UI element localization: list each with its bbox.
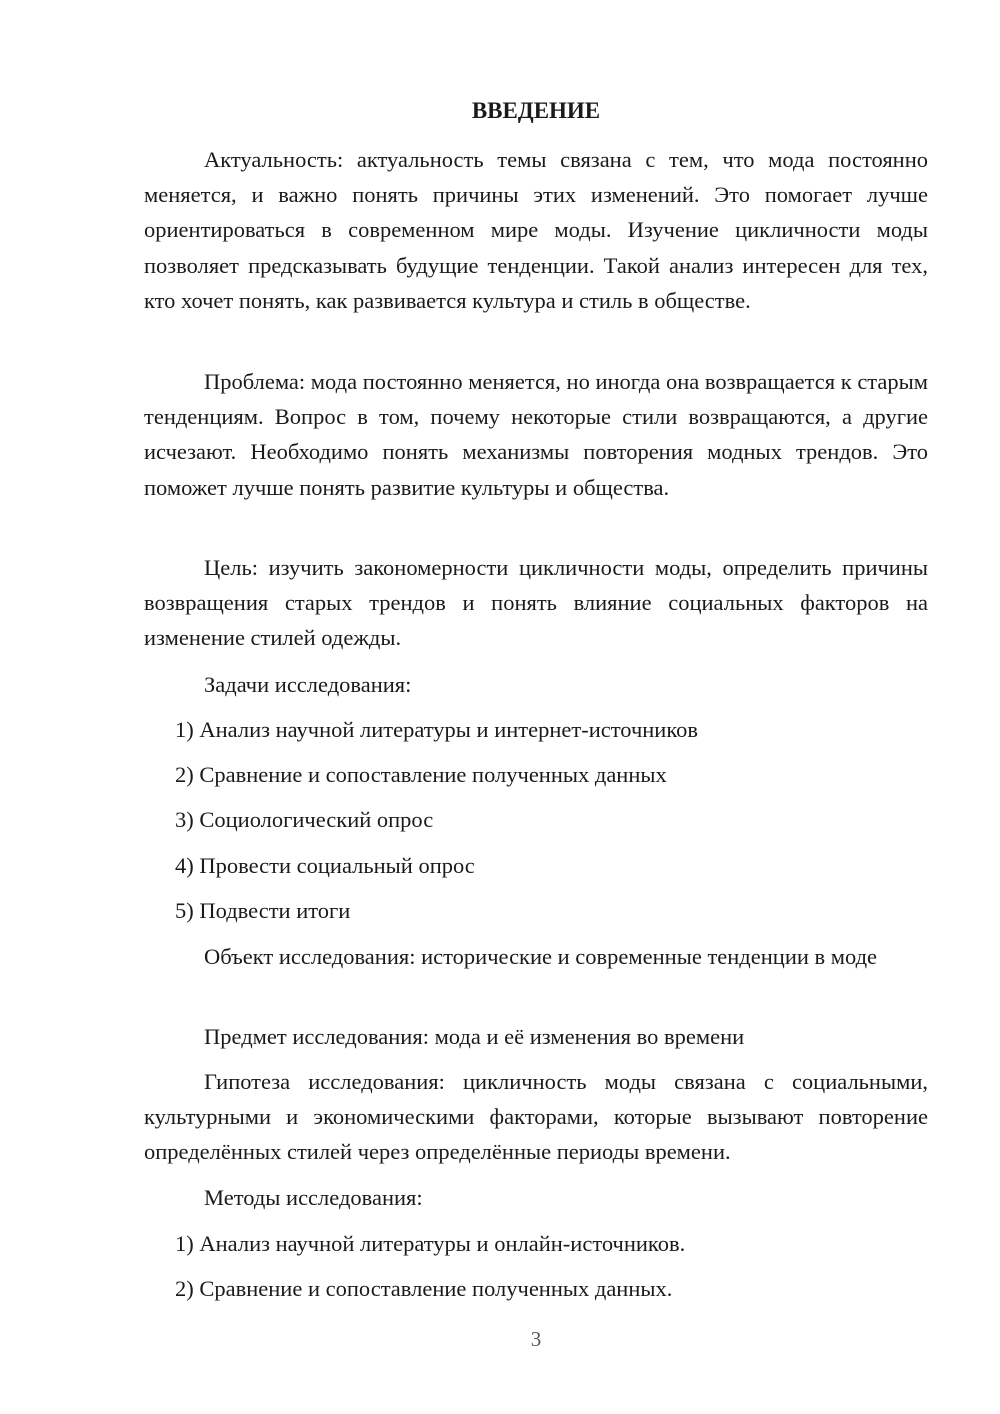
goal-paragraph: Цель: изучить закономерности цикличности моды, определить причины возвращения старых трендов и понять влияние социальных факторов на изменение стилей одежды.	[144, 555, 928, 651]
task-item-1: 1) Анализ научной литературы и интернет-источников	[175, 717, 699, 742]
task-item-2: 2) Сравнение и сопоставление полученных данных	[175, 762, 667, 787]
page-number: 3	[530, 1327, 542, 1351]
method-item-1: 1) Анализ научной литературы и онлайн-источников.	[175, 1231, 686, 1256]
section-title: ВВЕДЕНИЕ	[471, 98, 601, 123]
task-item-5: 5) Подвести итоги	[175, 898, 351, 923]
problem-paragraph: Проблема: мода постоянно меняется, но иногда она возвращается к старым тенденциям. Вопрос в том, почему некоторые стили возвращаются, а другие исчезают. Необходимо понять механизмы повторения модных трендов. Это поможет лучше понять развитие культуры и общества.	[144, 369, 928, 500]
relevance-paragraph: Актуальность: актуальность темы связана с тем, что мода постоянно меняется, и важно понять причины этих изменений. Это помогает лучше ориентироваться в современном мире моды. Изучение цикличности моды позволяет предсказывать будущие тенденции. Такой анализ интересен для тех, кто хочет понять, как развивается культура и стиль в обществе.	[144, 147, 928, 313]
task-item-4: 4) Провести социальный опрос	[175, 853, 475, 878]
subject-line: Предмет исследования: мода и её изменения во времени	[204, 1024, 745, 1049]
method-item-2: 2) Сравнение и сопоставление полученных данных.	[175, 1276, 673, 1301]
object-paragraph: Объект исследования: исторические и современные тенденции в моде	[204, 944, 878, 969]
task-item-3: 3) Социологический опрос	[175, 807, 434, 832]
tasks-heading: Задачи исследования:	[204, 672, 412, 697]
methods-heading: Методы исследования:	[204, 1185, 423, 1210]
hypothesis-paragraph: Гипотеза исследования: цикличность моды связана с социальными, культурными и экономическими факторами, которые вызывают повторение определённых стилей через определённые периоды времени.	[144, 1069, 928, 1165]
